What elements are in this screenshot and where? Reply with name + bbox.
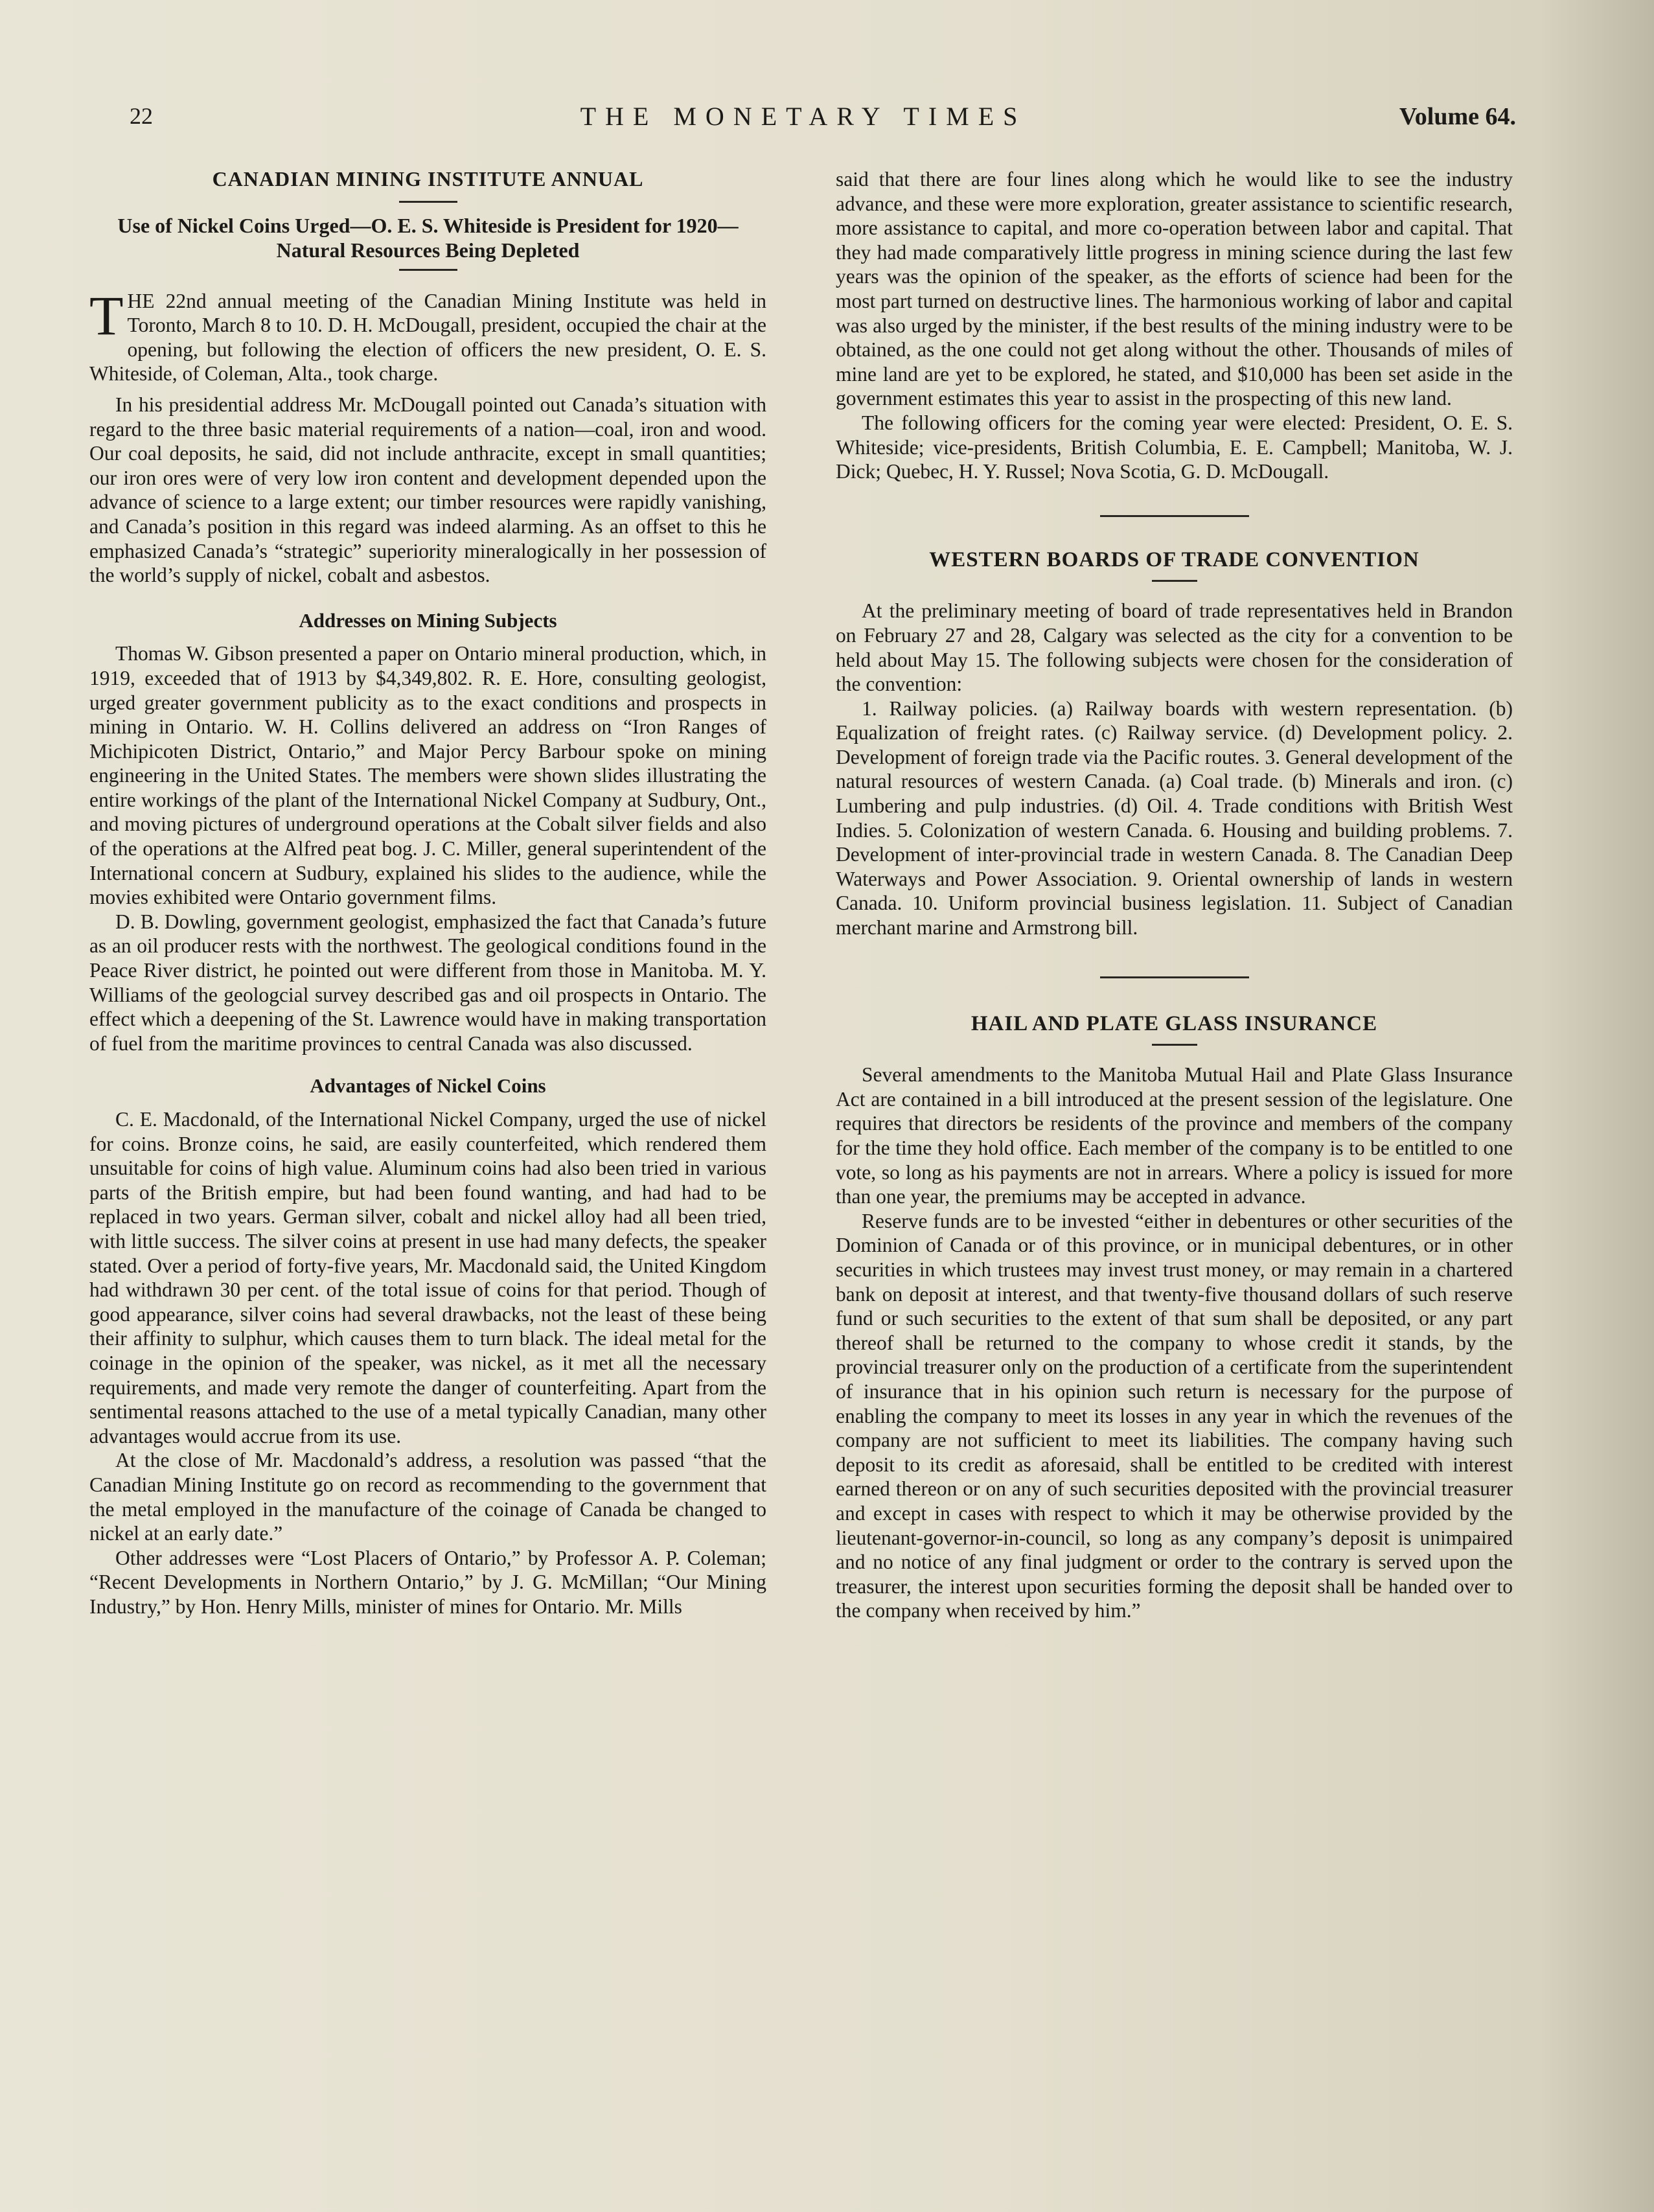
paragraph: C. E. Macdonald, of the International Nickel Company, urged the use of nickel for coins. Bronze coins, he said, are easily counterfeited, which rendered them unsuitable for coins of high value. Aluminum coins had also been tried in various parts of the British empire, but had been found wanting, and had had to be replaced in two years. German silver, cobalt and nickel alloy had all been tried, with little success. The silver coins at present in use had many defects, the speaker stated. Over a period of forty-five years, Mr. Macdonald said, the United Kingdom had withdrawn 30 per cent. of the total issue of coins for that period. Though of good appearance, silver coins had several drawbacks, not the least of these being their affinity to sulphur, which causes them to turn black. The ideal metal for the coinage in the opinion of the speaker, was nickel, as it met all the necessary requirements, and made very remote the danger of counterfeiting. Apart from the sentimental reasons attached to the use of a metal typically Canadian, many other advantages would accrue from its use. — [89, 1108, 766, 1447]
page-number: 22 — [130, 103, 153, 129]
running-header — [91, 96, 1516, 141]
paragraph: Thomas W. Gibson presented a paper on Ontario mineral production, which, in 1919, exceeded that of 1913 by $4,349,802. R. E. Hore, consulting geologist, urged greater government publicity as to the exact conditions and prospects in mining in Ontario. W. H. Collins delivered an address on “Iron Ranges of Michipicoten District, Ontario,” and Major Percy Barbour spoke on mining engineering in the United States. The members were shown slides illustrating the entire workings of the plant of the International Nickel Company at Sudbury, Ont., and moving pictures of underground operations at the Cobalt silver fields and also of the operations at the Alfred peat bog. J. C. Miller, general superintendent of the International concern at Sudbury, explained his slides to the audience, while the movies exhibited were Ontario government films. — [89, 642, 766, 909]
paragraph: The following officers for the coming year were elected: President, O. E. S. Whiteside; vice-presidents, British Columbia, E. E. Campbell; Manitoba, W. J. Dick; Quebec, H. Y. Russel; Nova Scotia, G. D. McDougall. — [836, 411, 1513, 483]
paragraph: said that there are four lines along which he would like to see the industry advance, and these were more exploration, greater assistance to scientific research, more assistance to capital, and more co-operation between labor and capital. That they had made comparatively little progress in mining science during the last few years was the opinion of the speaker, as the efforts of science had been for the most part turned on destructive lines. The harmonious working of labor and capital was also urged by the minister, if the best results of the mining industry were to be obtained, as the one could not get along without the other. Thousands of miles of mine land are yet to be explored, he stated, and $10,000 has been set aside in the government estimates this year to assist in the prospecting of this new land. — [836, 168, 1513, 410]
article-title-hail-insurance: HAIL AND PLATE GLASS INSURANCE — [971, 1011, 1378, 1035]
article-title-boards-of-trade: WESTERN BOARDS OF TRADE CONVENTION — [929, 547, 1419, 571]
publication-title: THE MONETARY TIMES — [580, 102, 1027, 131]
deck-dash — [399, 269, 457, 271]
paragraph: Reserve funds are to be invested “either in debentures or other securities of the Dominion of Canada or of this province, or in municipal debentures, or in other securities in which trustees may invest trust money, or may remain in a chartered bank on deposit at interest, and that twenty-five thousand dollars of such reserve fund or such securities to the extent of that sum shall be deposited, or any part thereof shall be returned to the company to whose credit it stands, by the provincial treasurer only on the production of a certificate from the superintendent of insurance that in his opinion such return is necessary for the purpose of enabling the company to meet its losses in any year in which the revenues of the company are not sufficient to meet its liabilities. The company having such deposit to its credit as aforesaid, shall be entitled to be credited with interest earned thereon or on any of such securities deposited with the provincial treasurer and except in cases with respect to which it may be otherwise provided by the lieutenant-governor-in-council, so long as any company’s deposit is unimpaired and no notice of any final judgment or order to the contrary is served upon the treasurer, the interest upon securities forming the deposit shall be handed over to the company when received by him.” — [836, 1209, 1513, 1622]
section-rule — [1100, 976, 1249, 978]
title-dash — [399, 201, 457, 203]
title-dash — [1152, 580, 1197, 582]
paragraph: Other addresses were “Lost Placers of Ontario,” by Professor A. P. Coleman; “Recent Developments in Northern Ontario,” by J. G. McMillan; “Our Mining Industry,” by Hon. Henry Mills, minister of mines for Ontario. Mr. Mills — [89, 1546, 766, 1618]
drop-cap: T — [89, 284, 124, 347]
paragraph: At the close of Mr. Macdonald’s address, a resolution was passed “that the Canadian Mining Institute go on record as recommending to the government that the metal employed in the manufacture of the coinage of Canada be changed to nickel at an early date.” — [89, 1449, 766, 1545]
paragraph: THE 22nd annual meeting of the Canadian Mining Institute was held in Toronto, March 8 to 10. D. H. McDougall, president, occupied the chair at the opening, but following the election of officers the new president, O. E. S. Whiteside, of Coleman, Alta., took charge. — [89, 284, 766, 386]
subhead-nickel-coins: Advantages of Nickel Coins — [310, 1074, 546, 1098]
paragraph: Several amendments to the Manitoba Mutual Hail and Plate Glass Insurance Act are contained in a bill introduced at the present session of the legislature. One requires that directors be residents of the province and members of the company for the time they hold office. Each member of the company is to be entitled to one vote, so long as his payments are not in arrears. Where a policy is issued for more than one year, the premiums may be accepted in advance. — [836, 1063, 1513, 1208]
left-column — [89, 167, 766, 1619]
right-column — [836, 167, 1513, 1623]
article-deck: Use of Nickel Coins Urged—O. E. S. Whiteside is President for 1920—Natural Resources Being Depleted — [117, 213, 739, 262]
volume-label: Volume 64. — [1399, 103, 1516, 130]
subhead-addresses: Addresses on Mining Subjects — [299, 608, 557, 632]
paragraph: At the preliminary meeting of board of trade representatives held in Brandon on February 27 and 28, Calgary was selected as the city for a convention to be held about May 15. The following subjects were chosen for the consideration of the convention: — [836, 599, 1513, 696]
paragraph: 1. Railway policies. (a) Railway boards with western representation. (b) Equalization of freight rates. (c) Railway service. (d) Development policy. 2. Development of foreign trade via the Pacific routes. 3. General development of the natural resources of western Canada. (a) Coal trade. (b) Minerals and iron. (c) Lumbering and pulp industries. (d) Oil. 4. Trade conditions with British West Indies. 5. Colonization of western Canada. 6. Housing and building problems. 7. Development of inter-provincial trade in western Canada. 8. The Canadian Deep Waterways and Power Association. 9. Oriental ownership of lands in western Canada. 10. Uniform provincial business legislation. 11. Subject of Canadian merchant marine and Armstrong bill. — [836, 697, 1513, 939]
section-rule — [1100, 515, 1249, 517]
title-dash — [1152, 1044, 1197, 1046]
article-title-mining-institute: CANADIAN MINING INSTITUTE ANNUAL — [212, 167, 644, 190]
paragraph: D. B. Dowling, government geologist, emphasized the fact that Canada’s future as an oil producer rests with the northwest. The geological conditions found in the Peace River district, he pointed out were different from those in Manitoba. M. Y. Williams of the geologcial survey described gas and oil prospects in Ontario. The effect which a deepening of the St. Lawrence would have in making transportation of fuel from the maritime provinces to central Canada was also discussed. — [89, 910, 766, 1055]
paragraph: In his presidential address Mr. McDougall pointed out Canada’s situation with regard to the three basic material requirements of a nation—coal, iron and wood. Our coal deposits, he said, did not include anthracite, except in small quantities; our iron ores were of very low iron content and development depended upon the advance of science to a large extent; our timber resources were rapidly vanishing, and Canada’s position in this regard was indeed alarming. As an offset to this he emphasized Canada’s “strategic” superiority mineralogically in her possession of the world’s supply of nickel, cobalt and asbestos. — [89, 393, 766, 587]
